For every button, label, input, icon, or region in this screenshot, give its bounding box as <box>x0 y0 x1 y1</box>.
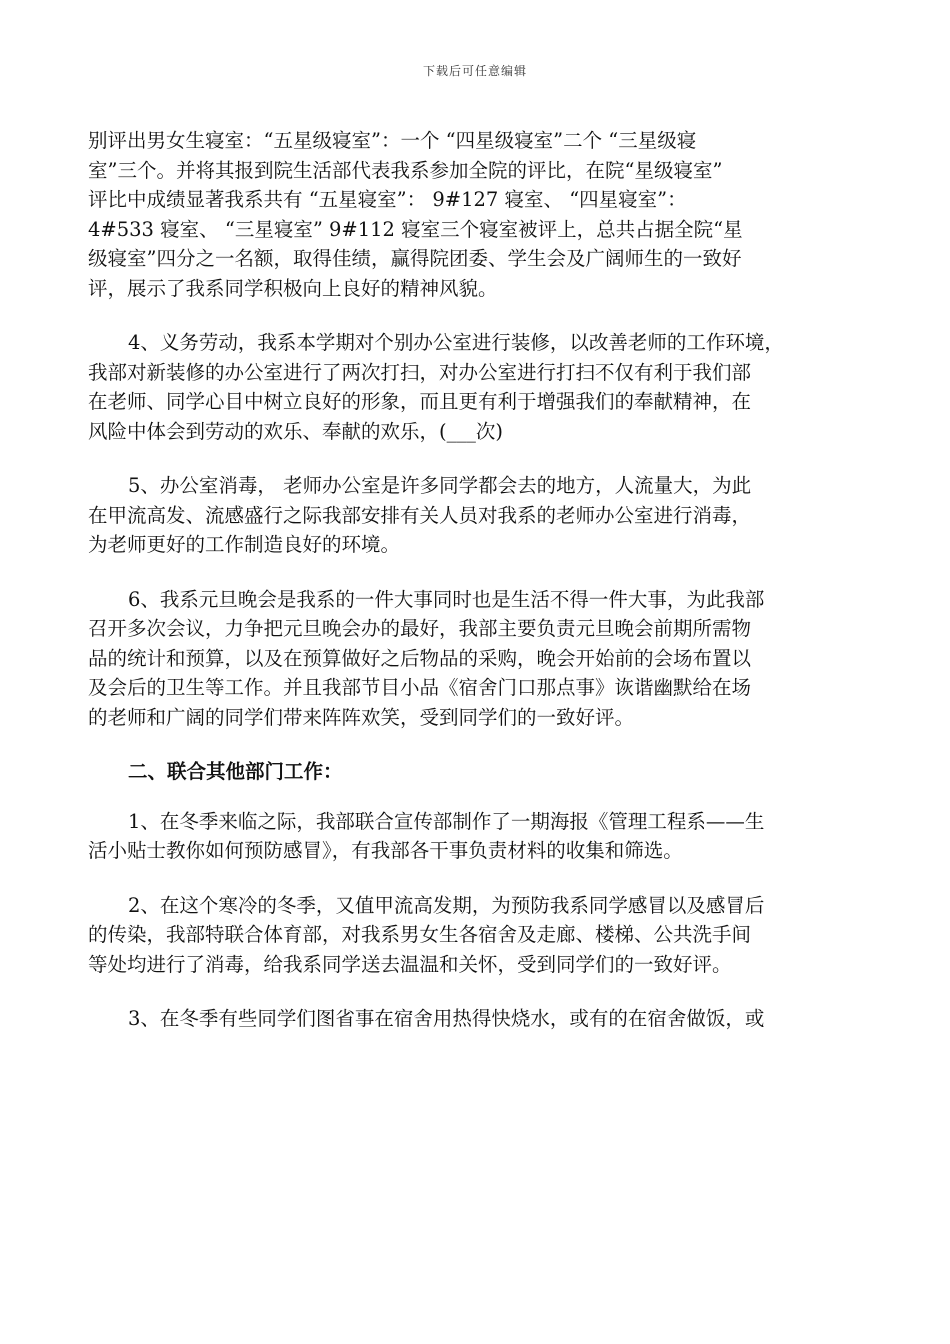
text-line: 评，展示了我系同学积极向上良好的精神风貌。 <box>88 276 498 300</box>
text-line: 4、义务劳动，我系本学期对个别办公室进行装修，以改善老师的工作环境， <box>128 331 784 354</box>
text-line: 6、我系元旦晚会是我系的一件大事同时也是生活不得一件大事，为此我部 <box>128 587 765 611</box>
paragraph-voluntary-labor <box>88 328 868 446</box>
text-line: 风险中体会到劳动的欢乐、奉献的欢乐，(___次) <box>88 419 503 443</box>
text-line: 1、在冬季来临之际，我部联合宣传部制作了一期海报《管理工程系——生 <box>128 809 765 833</box>
text-line: 等处均进行了消毒，给我系同学送去温温和关怀，受到同学们的一致好评。 <box>88 952 732 976</box>
text-line: 4#533 寝室、 “三星寝室” 9#112 寝室三个寝室被评上，总共占据全院“星 <box>88 217 743 241</box>
text-line: 室”三个。并将其报到院生活部代表我系参加全院的评比，在院“星级寝室” <box>88 158 723 182</box>
text-line: 及会后的卫生等工作。并且我部节目小品《宿舍门口那点事》诙谐幽默给在场 <box>88 676 752 699</box>
text-line: 在老师、同学心目中树立良好的形象，而且更有利于增强我们的奉献精神，在 <box>88 390 752 413</box>
text-line: 3、在冬季有些同学们图省事在宿舍用热得快烧水，或有的在宿舍做饭，或 <box>128 1007 765 1030</box>
paragraph-poster <box>88 807 868 866</box>
paragraph-office-disinfection <box>88 471 868 560</box>
text-line: 在甲流高发、流感盛行之际我部安排有关人员对我系的老师办公室进行消毒， <box>88 503 752 527</box>
text-line: 品的统计和预算，以及在预算做好之后物品的采购，晚会开始前的会场布置以 <box>88 646 752 670</box>
text-line: 的传染，我部特联合体育部，对我系男女生各宿舍及走廊、楼梯、公共洗手间 <box>88 923 752 946</box>
section-heading: 二、联合其他部门工作： <box>128 760 343 783</box>
text-line: 评比中成绩显著我系共有 “五星寝室”： 9#127 寝室、 “四星寝室”： <box>88 188 687 211</box>
paragraph-winter-safety <box>88 1004 868 1034</box>
paragraph-new-year-gala <box>88 585 868 733</box>
text-line: 2、在这个寒冷的冬季，又值甲流高发期，为预防我系同学感冒以及感冒后 <box>128 893 765 917</box>
text-line: 我部对新装修的办公室进行了两次打扫，对办公室进行打扫不仅有利于我们部 <box>88 360 752 384</box>
text-line: 为老师更好的工作制造良好的环境。 <box>88 533 401 556</box>
paragraph-star-dorms <box>88 126 868 303</box>
page-header: 下载后可任意编辑 <box>422 64 527 78</box>
text-line: 5、办公室消毒， 老师办公室是许多同学都会去的地方，人流量大，为此 <box>128 474 752 497</box>
text-line: 的老师和广阔的同学们带来阵阵欢笑，受到同学们的一致好评。 <box>88 705 635 729</box>
document-body <box>88 126 868 1059</box>
text-line: 别评出男女生寝室：“五星级寝室”：一个 “四星级寝室”二个 “三星级寝 <box>88 129 697 152</box>
text-line: 召开多次会议，力争把元旦晚会办的最好，我部主要负责元旦晚会前期所需物 <box>88 617 752 640</box>
text-line: 活小贴士教你如何预防感冒》，有我部各干事负责材料的收集和筛选。 <box>88 839 683 862</box>
text-line: 级寝室”四分之一名额，取得佳绩，赢得院团委、学生会及广阔师生的一致好 <box>88 247 742 270</box>
paragraph-dorm-disinfection <box>88 891 868 980</box>
